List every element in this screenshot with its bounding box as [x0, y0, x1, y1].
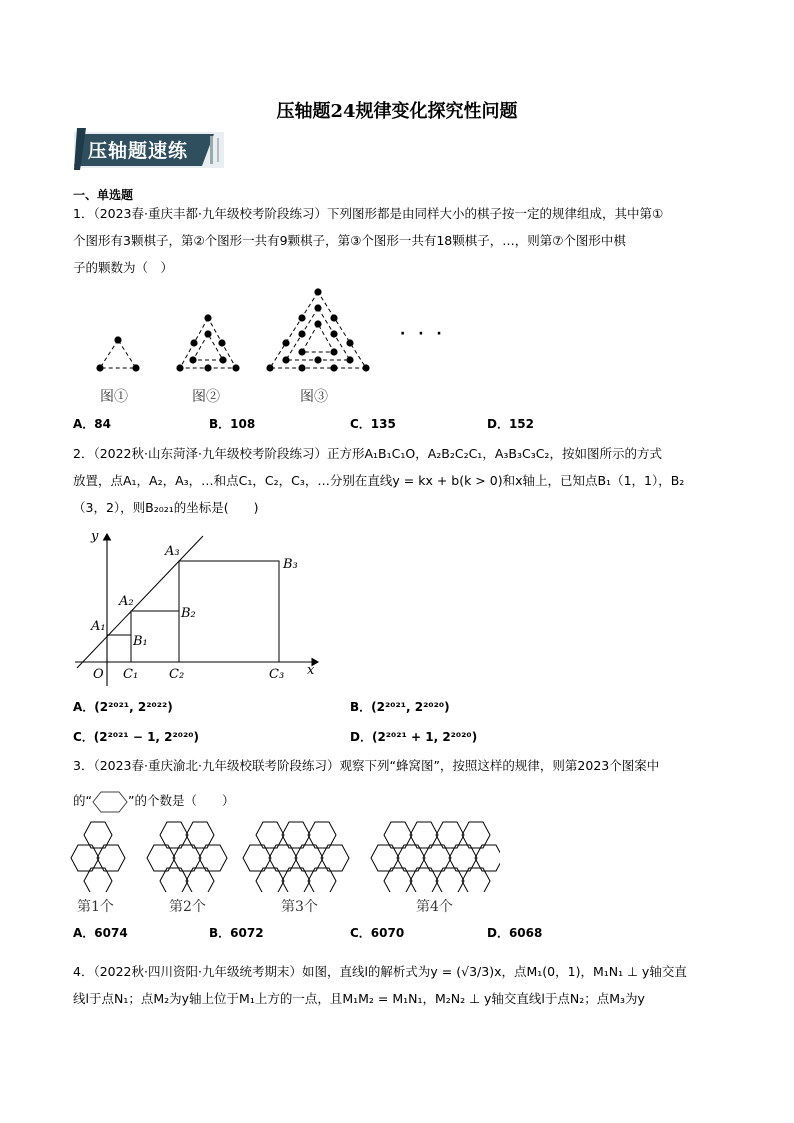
- q3-caption-2: 第2个: [169, 899, 206, 915]
- q1-option-a[interactable]: A．84: [73, 417, 111, 431]
- question-3: [73, 752, 723, 814]
- q1-option-b[interactable]: B．108: [209, 417, 256, 431]
- q2-line3: （3，2），则B₂₀₂₁的坐标是( ): [73, 500, 259, 515]
- q3-option-a[interactable]: A．6074: [73, 926, 128, 940]
- q3-caption-4: 第4个: [416, 899, 453, 915]
- q3-caption-3: 第3个: [281, 899, 318, 915]
- q3-line1: 3．（2023春·重庆渝北·九年级校联考阶段练习）观察下列“蜂窝图”，按照这样的规律，则第2023个图案中: [73, 758, 660, 773]
- section-banner: [74, 128, 224, 170]
- q3-option-d[interactable]: D．6068: [487, 926, 543, 940]
- question-1: [73, 200, 723, 281]
- q2-option-c[interactable]: C．(2²⁰²¹ − 1, 2²⁰²⁰): [73, 730, 200, 744]
- q3-honeycomb-figures: [70, 818, 500, 892]
- q2-label-c2: C₂: [169, 667, 185, 682]
- q1-line2: 个图形有3颗棋子，第②个图形一共有9颗棋子，第③个图形一共有18颗棋子，…，则第⑦个图形中棋: [73, 233, 626, 248]
- q2-option-d[interactable]: D．(2²⁰²¹ + 1, 2²⁰²⁰): [350, 730, 478, 744]
- q3-line2: [73, 787, 723, 814]
- q2-label-b2: B₂: [181, 606, 196, 621]
- q2-option-b[interactable]: B．(2²⁰²¹, 2²⁰²⁰): [350, 700, 450, 714]
- q2-label-y: y: [91, 529, 99, 544]
- q2-label-a1: A₁: [91, 619, 106, 634]
- q1-line1: 1．（2023春·重庆丰都·九年级校考阶段练习）下列图形都是由同样大小的棋子按一定的规律组成，其中第①: [73, 206, 664, 221]
- page-title: 压轴题24规律变化探究性问题: [276, 101, 518, 122]
- q2-label-b3: B₃: [283, 557, 298, 572]
- q1-option-d[interactable]: D．152: [487, 417, 535, 431]
- q1-caption-2: 图②: [192, 389, 220, 405]
- q4-line1: 4．（2022秋·四川资阳·九年级统考期末）如图，直线l的解析式为y = (√3/3)x，点M₁(0，1)，M₁N₁ ⊥ y轴交直: [73, 964, 687, 979]
- q3-line2-pre: 的“: [73, 793, 92, 808]
- section-heading: 一、单选题: [73, 188, 134, 202]
- q4-line2: 线l于点N₁；点M₂为y轴上位于M₁上方的一点，且M₁M₂ = M₁N₁，M₂N₂ ⊥ y轴交直线l于点N₂；点M₃为y: [73, 991, 645, 1006]
- question-4: [73, 958, 723, 1012]
- q2-label-o: O: [93, 667, 104, 682]
- q3-line2-post: ”的个数是（ ）: [127, 793, 235, 808]
- q3-option-c[interactable]: C．6070: [350, 926, 405, 940]
- q2-label-b1: B₁: [133, 634, 148, 649]
- q3-caption-1: 第1个: [77, 899, 114, 915]
- hexagon-icon: [92, 791, 128, 813]
- q2-label-a2: A₂: [119, 594, 134, 609]
- q2-option-a[interactable]: A．(2²⁰²¹, 2²⁰²²): [73, 700, 173, 714]
- q2-label-c3: C₃: [269, 667, 285, 682]
- q2-squares-diagram: [73, 528, 323, 688]
- q2-label-a3: A₃: [165, 544, 180, 559]
- q2-line1: 2．（2022秋·山东菏泽·九年级校考阶段练习）正方形A₁B₁C₁O，A₂B₂C₂C₁，A₃B₃C₃C₂，按如图所示的方式: [73, 446, 662, 461]
- q3-option-b[interactable]: B．6072: [209, 926, 264, 940]
- q1-caption-3: 图③: [300, 389, 328, 405]
- banner-text: 压轴题速练: [88, 140, 189, 162]
- q1-caption-1: 图①: [100, 389, 128, 405]
- q1-line3: 子的颗数为（ ）: [73, 260, 174, 275]
- q1-ellipsis: · · ·: [400, 326, 446, 342]
- q2-label-x: x: [307, 663, 315, 678]
- q2-line2: 放置，点A₁，A₂，A₃，…和点C₁，C₂，C₃，…分别在直线y = kx + b(k > 0)和x轴上，已知点B₁（1，1），B₂: [73, 473, 685, 488]
- q1-option-c[interactable]: C．135: [350, 417, 396, 431]
- q2-label-c1: C₁: [123, 667, 139, 682]
- question-2: [73, 440, 723, 521]
